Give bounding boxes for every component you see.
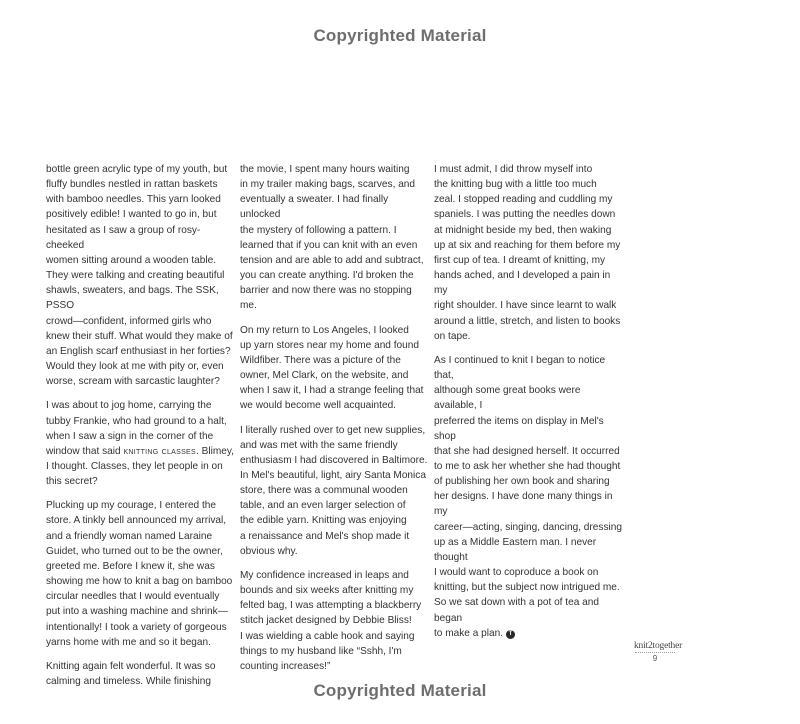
paragraph-text: I was about to jog home, carrying the tubby Frankie, who had ground to a halt, when I saw a sign in the corner of the window that said [46, 400, 227, 457]
paragraph: Knitting again felt wonderful. It was so calming and timeless. While finishing [46, 660, 216, 687]
text-column-2 [240, 162, 428, 683]
page-number: 9 [652, 654, 658, 663]
copyright-watermark-bottom: Copyrighted Material [313, 681, 487, 700]
paragraph-text: As I continued to knit I began to notice that, although some great books were available, I preferred the items on display in Mel's shop that she had designed herself. It occurred to me to ask her whether she had thought of publishing her own book and sharing her designs. I have done many things in my career—acting, singing, dancing, dressing up as a Middle Eastern man. I never thought I would want to coproduce a book on knitting, but the subject now intrigued me. So we sat down with a pot of tea and began to make a plan. [434, 354, 622, 639]
paragraph: bottle green acrylic type of my youth, but fluffy bundles nestled in rattan baskets with bamboo needles. This yarn looked positively edible! I wanted to go in, but hesitated as I saw a group of rosy-cheeked women sitting around a wooden table. They were talking and creating beautiful shawls, sweaters, and bags. The SSK, PSSO crowd—confident, informed girls who knew their stuff. What would they make of an English scarf enthusiast in her forties? Would they look at me with pity or, even worse, scream with sarcastic laughter? [46, 164, 233, 388]
paragraph: the movie, I spent many hours waiting in my trailer making bags, scarves, and eventually a sweater. I had finally unlocked the mystery of following a pattern. I learned that if you can knit with an even tension and are able to add and subtract, you can create anything. I'd broken the barrier and now there was no stopping me. [240, 164, 424, 312]
paragraph-text: . Blimey, I thought. Classes, they let people in on this secret? [46, 445, 234, 488]
paragraph [46, 398, 234, 489]
paragraph [434, 353, 622, 641]
sign-text: knitting classes [123, 445, 197, 457]
book-brand-logo [634, 641, 683, 654]
end-of-section-icon: T [506, 630, 515, 639]
paragraph: I literally rushed over to get new supplies, and was met with the same friendly enthusiasm I had discovered in Baltimore. In Mel's beautiful, light, airy Santa Monica store, there was a communal wooden table, and an even larger selection of the edible yarn. Knitting was enjoying a renaissance and Mel's shop made it obvious why. [240, 424, 428, 557]
copyright-watermark-top: Copyrighted Material [313, 26, 487, 45]
text-column-3 [434, 162, 622, 650]
text-column-1 [46, 162, 234, 698]
paragraph: On my return to Los Angeles, I looked up yarn stores near my home and found Wildfiber. There was a picture of the owner, Mel Clark, on the website, and when I saw it, I had a strange feeling that we would become well acquainted. [240, 324, 424, 412]
brand-name: knit2together [634, 641, 683, 651]
paragraph: Plucking up my courage, I entered the store. A tinkly bell announced my arrival, and a friendly woman named Laraine Guidet, who turned out to be the owner, greeted me. Before I knew it, she was showing me how to knit a bag on bamboo circular needles that I would eventually put into a washing machine and shrink— intentionally! I took a variety of gorgeous yarns home with me and so it began. [46, 500, 233, 648]
paragraph: My confidence increased in leaps and bounds and six weeks after knitting my felted bag, I was attempting a blackberry stitch jacket designed by Debbie Bliss! I was wielding a cable hook and saying things to my husband like “Sshh, I'm counting increases!” [240, 569, 422, 672]
paragraph: I must admit, I did throw myself into the knitting bug with a little too much zeal. I stopped reading and cuddling my spaniels. I was putting the needles down at midnight beside my bed, then waking up at six and reaching for them before my first cup of tea. I dreamt of knitting, my hands ached, and I developed a pain in my right shoulder. I have since learnt to walk around a little, stretch, and listen to books on tape. [434, 164, 621, 342]
